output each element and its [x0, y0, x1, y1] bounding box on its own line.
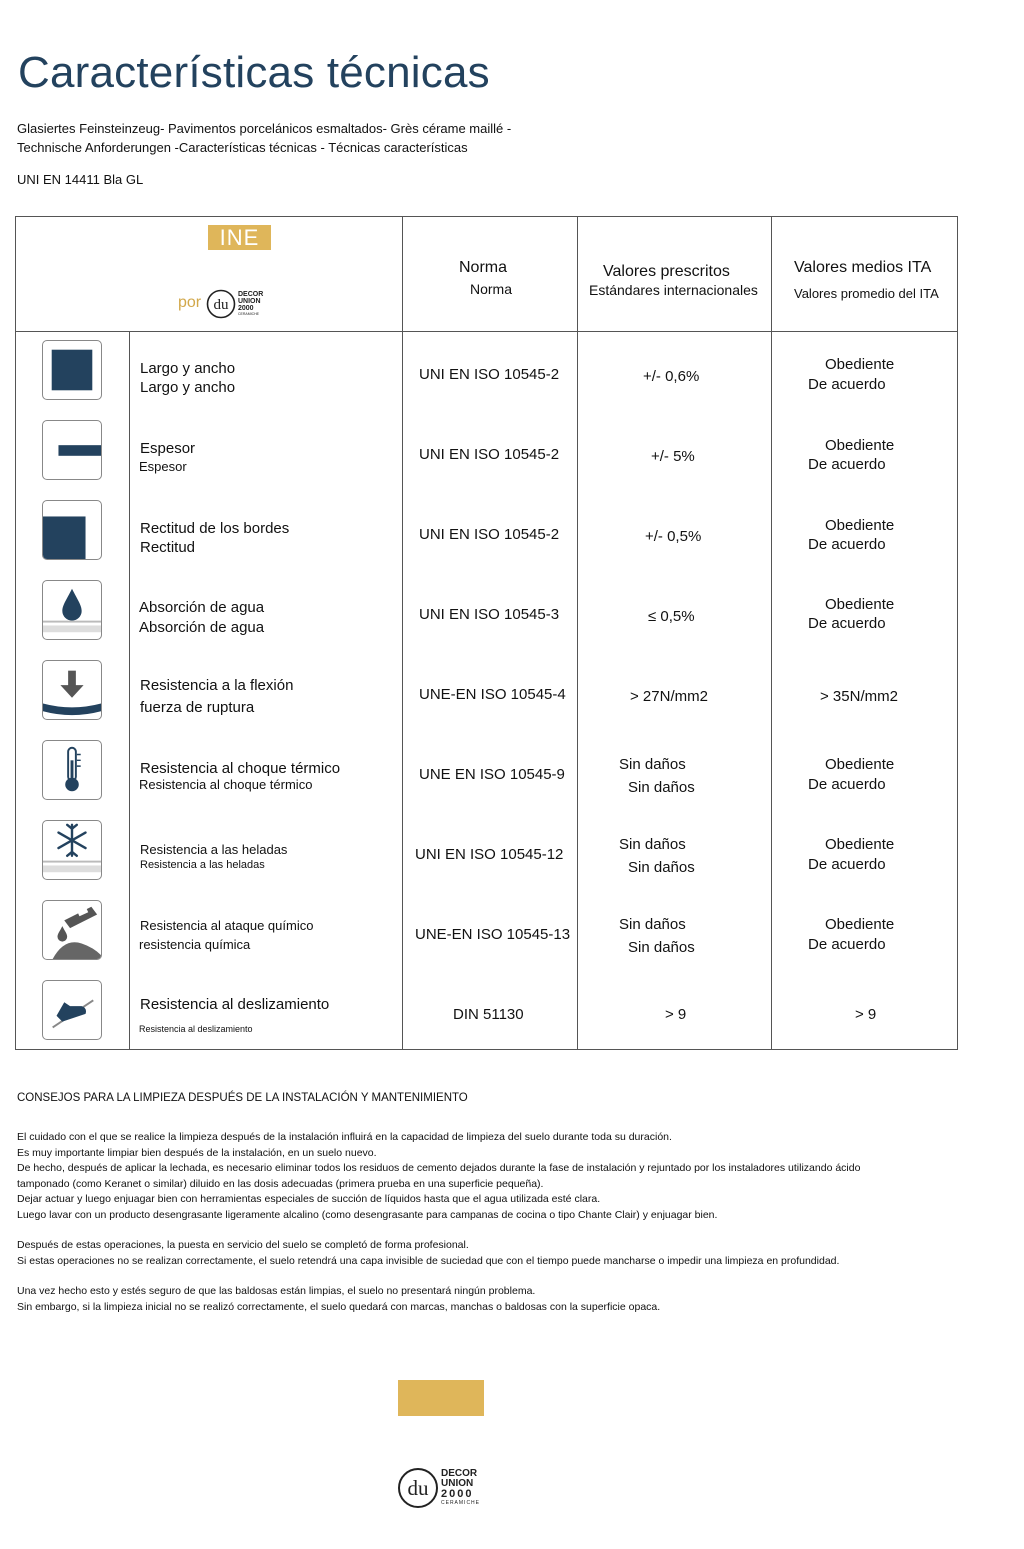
row-8-label-1: Resistencia al ataque químico: [140, 918, 314, 933]
header-prescritos-sub: Estándares internacionales: [589, 282, 758, 298]
row-8-ita-1: Obediente: [825, 916, 895, 933]
thickness-icon: [42, 420, 102, 480]
subtitle-line-2: Technische Anforderungen -Características técnicas - Técnicas características: [17, 140, 468, 155]
svg-text:DECOR: DECOR: [238, 291, 264, 298]
row-1-ita-1: Obediente: [825, 356, 895, 373]
row-8-ita-2: De acuerdo: [808, 936, 886, 953]
svg-text:du: du: [407, 1476, 429, 1500]
row-8-prescrito-1: Sin daños: [619, 916, 686, 933]
header-ita: Valores medios ITA: [794, 259, 932, 276]
water-drop-icon: [42, 580, 102, 640]
row-2-ita-2: De acuerdo: [808, 456, 886, 473]
row-5-label-2: fuerza de ruptura: [140, 699, 255, 716]
row-4-ita-2: De acuerdo: [808, 615, 886, 632]
snowflake-icon: [42, 820, 102, 880]
text-line: Sin embargo, si la limpieza inicial no se realizó correctamente, el suelo quedará con marcas, manchas o baldosas con la superficie opaca.: [17, 1300, 661, 1313]
col-divider: [771, 217, 772, 1049]
svg-text:UNION: UNION: [441, 1478, 474, 1489]
standard-code: UNI EN 14411 Bla GL: [17, 172, 144, 187]
row-7-ita-1: Obediente: [825, 836, 895, 853]
text-line: Después de estas operaciones, la puesta en servicio del suelo se completó de forma profesional.: [17, 1239, 469, 1251]
subtitle-line-1: Glasiertes Feinsteinzeug- Pavimentos porcelánicos esmaltados- Grès cérame maillé -: [17, 121, 512, 136]
row-9-norma: DIN 51130: [453, 1006, 524, 1023]
slip-shoe-icon: [42, 980, 102, 1040]
straight-edges-icon: [42, 500, 102, 560]
text-line: Dejar actuar y luego enjuagar bien con herramientas especiales de succión de líquidos hasta que el agua utilizada esté clara.: [17, 1193, 601, 1205]
row-6-prescrito-2: Sin daños: [628, 779, 695, 796]
col-divider: [129, 331, 130, 1049]
row-5-prescrito: > 27N/mm2: [630, 688, 708, 705]
row-1-label-2: Largo y ancho: [140, 379, 236, 396]
svg-text:CERAMICHE: CERAMICHE: [441, 1500, 481, 1506]
col-divider: [402, 217, 403, 1049]
row-3-label-2: Rectitud: [140, 539, 196, 556]
row-6-label-2: Resistencia al choque térmico: [139, 777, 313, 792]
cleaning-paragraph-3: [17, 1284, 1007, 1315]
header-norma-sub: Norma: [470, 281, 513, 297]
row-3-ita-2: De acuerdo: [808, 536, 886, 553]
gold-color-swatch: [398, 1380, 484, 1416]
row-3-label-1: Rectitud de los bordes: [140, 520, 290, 537]
row-6-prescrito-1: Sin daños: [619, 756, 686, 773]
text-line: tamponado (como Keranet o similar) diluido en las dosis adecuadas (primera prueba en una superficie pequeña).: [17, 1177, 544, 1190]
row-1-prescrito: +/- 0,6%: [643, 368, 700, 385]
text-line: Una vez hecho esto y estés seguro de que las baldosas están limpias, el suelo no presentará ningún problema.: [17, 1285, 536, 1297]
brand-logo-footer: [396, 1466, 496, 1510]
row-5-label-1: Resistencia a la flexión: [140, 677, 294, 694]
cleaning-heading: CONSEJOS PARA LA LIMPIEZA DESPUÉS DE LA INSTALACIÓN Y MANTENIMIENTO: [17, 1092, 468, 1104]
header-ita-sub: Valores promedio del ITA: [794, 286, 939, 301]
row-2-norma: UNI EN ISO 10545-2: [419, 446, 560, 463]
row-5-ita: > 35N/mm2: [820, 688, 898, 705]
row-2-label-2: Espesor: [139, 459, 187, 474]
row-7-prescrito-2: Sin daños: [628, 859, 695, 876]
row-9-ita: > 9: [855, 1006, 877, 1023]
square-size-icon: [42, 340, 102, 400]
row-1-norma: UNI EN ISO 10545-2: [419, 366, 560, 383]
brand-por: por: [178, 294, 202, 311]
row-6-ita-2: De acuerdo: [808, 776, 886, 793]
row-8-prescrito-2: Sin daños: [628, 939, 695, 956]
row-4-norma: UNI EN ISO 10545-3: [419, 606, 560, 623]
row-4-label-1: Absorción de agua: [139, 599, 265, 616]
row-7-norma: UNI EN ISO 10545-12: [415, 846, 564, 863]
row-3-ita-1: Obediente: [825, 517, 895, 534]
svg-text:UNION: UNION: [238, 298, 261, 305]
svg-text:CERAMICHE: CERAMICHE: [238, 312, 260, 316]
row-1-label-1: Largo y ancho: [140, 360, 236, 377]
row-7-label-1: Resistencia a las heladas: [140, 842, 288, 857]
row-8-norma: UNE-EN ISO 10545-13: [415, 926, 571, 943]
text-line: Si estas operaciones no se realizan correctamente, el suelo retendrá una capa invisible de suciedad que con el tiempo puede mancharse o impedir una limpieza en profundidad.: [17, 1254, 840, 1267]
row-3-prescrito: +/- 0,5%: [645, 528, 702, 545]
row-9-label-1: Resistencia al deslizamiento: [140, 996, 330, 1013]
row-7-ita-2: De acuerdo: [808, 856, 886, 873]
thermometer-icon: [42, 740, 102, 800]
row-4-label-2: Absorción de agua: [139, 619, 265, 636]
brand-logo-monogram: du: [213, 297, 229, 313]
row-6-norma: UNE EN ISO 10545-9: [419, 766, 565, 783]
row-2-prescrito: +/- 5%: [651, 448, 695, 465]
text-line: El cuidado con el que se realice la limpieza después de la instalación influirá en la capacidad de limpieza del suelo durante toda su duración.: [17, 1131, 672, 1143]
row-6-label-1: Resistencia al choque térmico: [140, 760, 341, 777]
row-2-label-1: Espesor: [140, 440, 196, 457]
col-divider: [577, 217, 578, 1049]
row-9-prescrito: > 9: [665, 1006, 687, 1023]
row-3-norma: UNI EN ISO 10545-2: [419, 526, 560, 543]
row-6-ita-1: Obediente: [825, 756, 895, 773]
text-line: Es muy importante limpiar bien después de la instalación, en un suelo nuevo.: [17, 1146, 377, 1159]
header-divider: [16, 331, 957, 332]
row-2-ita-1: Obediente: [825, 437, 895, 454]
row-7-prescrito-1: Sin daños: [619, 836, 686, 853]
row-5-norma: UNE-EN ISO 10545-4: [419, 686, 566, 703]
svg-text:2000: 2000: [441, 1488, 474, 1500]
page-title: Características técnicas: [18, 48, 490, 97]
cleaning-paragraph-1: [17, 1130, 1007, 1223]
text-line: Luego lavar con un producto desengrasante ligeramente alcalino (como desengrasante para campanas de cocina o tipo Chante Clair) y enjuagar bien.: [17, 1208, 718, 1221]
text-line: De hecho, después de aplicar la lechada, es necesario eliminar todos los residuos de cemento dejados durante la fase de instalación y rejuntado por los instaladores utilizando ácido: [17, 1162, 861, 1174]
brand-box-text: INE: [219, 225, 260, 250]
svg-text:2000: 2000: [238, 305, 254, 312]
flexion-arrow-icon: [42, 660, 102, 720]
row-7-label-2: Resistencia a las heladas: [140, 859, 265, 871]
header-prescritos: Valores prescritos: [603, 263, 730, 280]
row-1-ita-2: De acuerdo: [808, 376, 886, 393]
svg-text:DECOR: DECOR: [441, 1468, 478, 1479]
header-norma: Norma: [459, 259, 508, 276]
row-4-prescrito: ≤ 0,5%: [648, 608, 695, 625]
row-8-label-2: resistencia química: [139, 937, 251, 952]
cleaning-paragraph-2: [17, 1238, 1007, 1269]
row-4-ita-1: Obediente: [825, 596, 895, 613]
chemical-attack-icon: [42, 900, 102, 960]
row-9-label-2: Resistencia al deslizamiento: [139, 1024, 253, 1034]
